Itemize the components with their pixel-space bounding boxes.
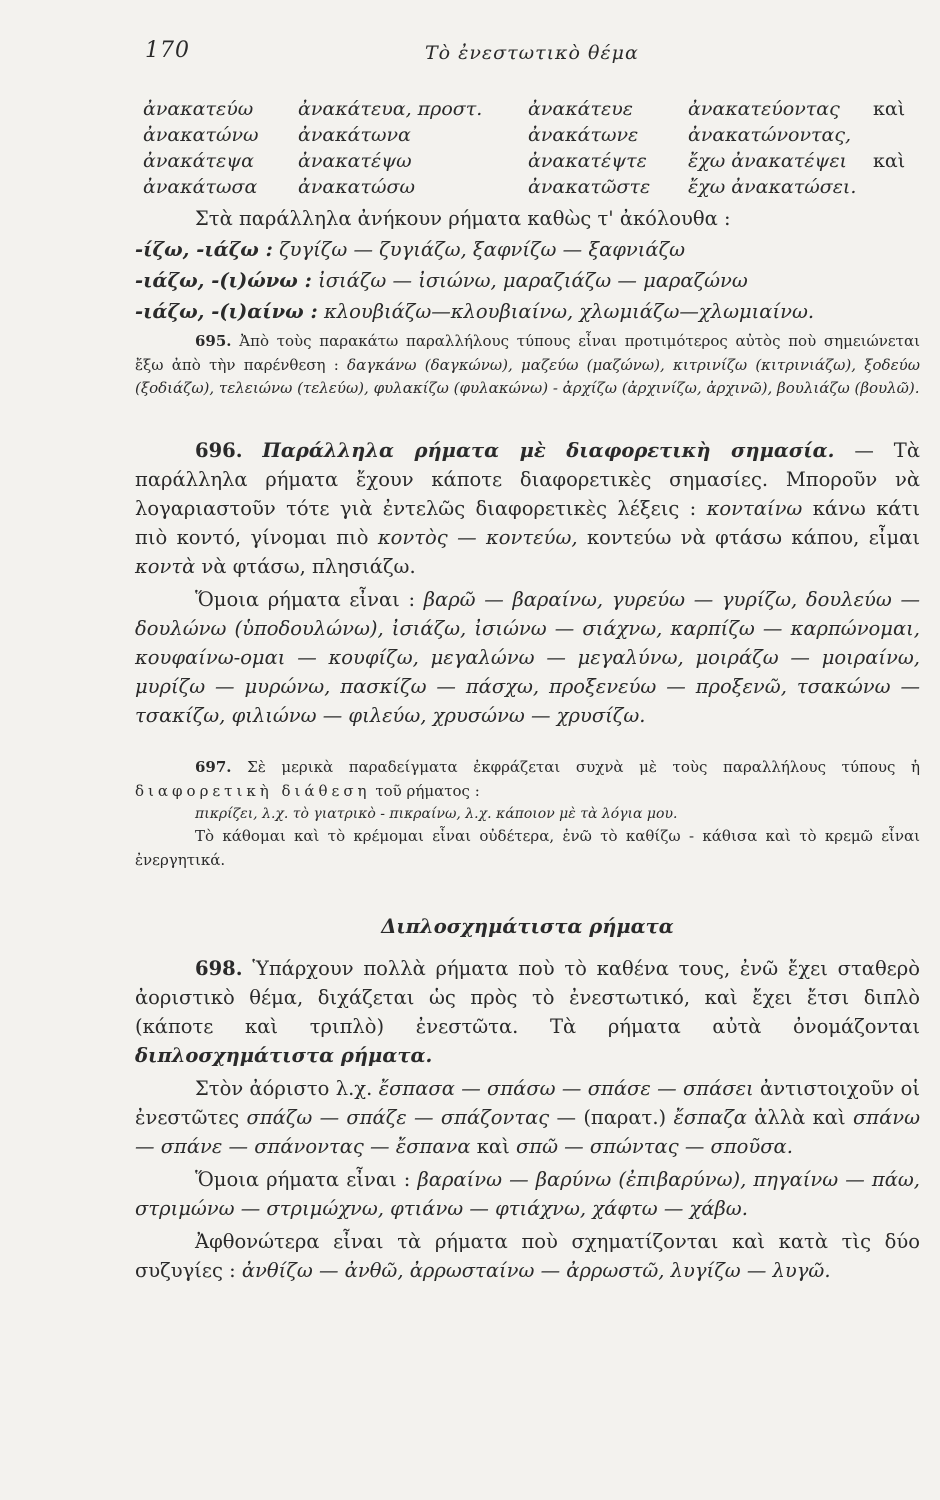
section-examples: δαγκάνω (δαγκώνω), μαζεύω (μαζώνω), κιτρινίζω (κιτρινιάζω), ξοδεύω (ξοδιάζω), τελειώνω (τελεύω), φυλακίζω (φυλακώνω) - ἀρχίζω (ἀρχινίζω, ἀρχινῶ), βουλιάζω (βουλῶ). (135, 355, 920, 397)
text: τοῦ ρήματος : (375, 781, 480, 800)
page-number: 170 (145, 38, 190, 63)
paragraph-698 (135, 954, 920, 1070)
text: κοντεύω νὰ φτάσω κάπου, εἶμαι (586, 526, 920, 549)
suffix-examples: ζυγίζω — ζυγιάζω, ξαφνίζω — ξαφνιάζω (279, 238, 686, 261)
parallel-verbs-block (135, 204, 920, 326)
suffix-line (135, 235, 920, 264)
example: ἔσπασα — σπάσω — σπάσε — σπάσει (378, 1077, 754, 1100)
text: Ἀφθονώτερα εἶναι τὰ ρήματα ποὺ σχηματίζονται καὶ κατὰ τὶς δύο συζυγίες : (135, 1230, 920, 1282)
cell: ἀνακατώνοντας, (688, 124, 852, 146)
cell: ἀνακατέψτε (528, 150, 647, 172)
text: Ὅμοια ρήματα εἶναι : (195, 588, 416, 611)
cell: ἔχω ἀνακατώσει. (688, 176, 857, 198)
section-number: 696. (195, 439, 243, 462)
paragraph-696 (135, 436, 920, 581)
section-number: 695. (195, 332, 232, 350)
section-number: 697. (195, 758, 232, 776)
suffix-label: -ιάζω, -(ι)ώνω : (135, 269, 312, 292)
example: κοντὸς — κοντεύω, (377, 526, 578, 549)
term: διπλοσχημάτιστα ρήματα. (135, 1044, 433, 1067)
conjugation-row (143, 176, 933, 202)
text: ἀντιστοιχοῦν οἱ ἐνεστῶτες (135, 1077, 920, 1129)
section-695 (135, 330, 920, 401)
spaced-term: διαφορετικὴ διάθεση (135, 781, 371, 800)
paragraph-697 (135, 756, 920, 803)
cell: καὶ (873, 150, 906, 172)
example: σπάνω — σπάνε — σπάνοντας — ἔσπανα (135, 1106, 920, 1158)
section-heading-block (135, 912, 920, 941)
cell: ἀνακάτωνα (298, 124, 411, 146)
cell: ἔχω ἀνακατέψει (688, 150, 847, 172)
text: Ὅμοια ρήματα εἶναι : (195, 1168, 411, 1191)
paragraph-similar-698 (135, 1165, 920, 1223)
section-696 (135, 436, 920, 730)
cell: ἀνακάτεψα (143, 150, 254, 172)
text: ἀλλὰ καὶ (754, 1106, 846, 1129)
section-heading: Διπλοσχημάτιστα ρήματα (381, 915, 674, 938)
section-number: 698. (195, 957, 243, 980)
running-head: Τὸ ἐνεστωτικὸ θέμα (425, 42, 639, 64)
cell: ἀνακατεύοντας (688, 98, 840, 120)
suffix-label: -ιάζω, -(ι)αίνω : (135, 300, 318, 323)
suffix-label: -ίζω, -ιάζω : (135, 238, 273, 261)
cell: ἀνακάτωσα (143, 176, 258, 198)
cell: ἀνακατῶστε (528, 176, 651, 198)
suffix-line (135, 297, 920, 326)
cell: καὶ (873, 98, 906, 120)
paragraph-695 (135, 330, 920, 401)
example: κονταίνω (706, 497, 803, 520)
example: ἔσπαζα (673, 1106, 747, 1129)
text: Στὸν ἀόριστο λ.χ. (195, 1077, 373, 1100)
text: Σὲ μερικὰ παραδείγματα ἐκφράζεται συχνὰ μὲ τοὺς παραλλήλους τύπους ἡ (247, 758, 920, 776)
section-698 (135, 954, 920, 1285)
example: κοντὰ (135, 555, 196, 578)
example-list: βαραίνω — βαρύνω (ἐπιβαρύνω), πηγαίνω — πάω, στριμώνω — στριμώχνω, φτιάνω — φτιάχνω, χάφτω — χάβω. (135, 1168, 920, 1220)
paragraph-conjugations (135, 1227, 920, 1285)
section-heading: Παράλληλα ρήματα μὲ διαφορετικὴ σημασία. (262, 439, 835, 462)
example-list: βαρῶ — βαραίνω, γυρεύω — γυρίζω, δουλεύω — δουλώνω (ὑποδουλώνω), ἰσιάζω, ἰσιώνω — σιάχνω, καρπίζω — καρπώνομαι, κουφαίνω-ομαι — κουφίζω, μεγαλώνω — μεγαλύνω, μοιράζω — μοιραίνω, μυρίζω — μυρώνω, πασκίζω — πάσχω, προξενεύω — προξενῶ, τσακώνω — τσακίζω, φιλιώνω — φιλεύω, χρυσώνω — χρυσίζω. (135, 588, 920, 727)
section-697 (135, 756, 920, 872)
text: — Τὰ παράλληλα ρήματα ἔχουν κάποτε διαφορετικὲς σημασίες. Μποροῦν νὰ λογαριαστοῦν τότε γιὰ ἐντελῶς διαφορετικὲς λέξεις : (135, 439, 920, 520)
example: σπῶ — σπώντας — σποῦσα. (515, 1135, 793, 1158)
text: καὶ (476, 1135, 510, 1158)
conjugation-row (143, 150, 933, 176)
text: κάνω κάτι πιὸ κοντό, γίνομαι πιὸ (135, 497, 920, 549)
cell: ἀνακατεύω (143, 98, 254, 120)
cell: ἀνακάτωνε (528, 124, 639, 146)
cell: ἀνακάτευα, προστ. (298, 98, 483, 120)
text: — (παρατ.) (556, 1106, 667, 1129)
cell: ἀνακατέψω (298, 150, 412, 172)
text: Ὑπάρχουν πολλὰ ρήματα ποὺ τὸ καθένα τους, ἐνῶ ἔχει σταθερὸ ἀοριστικὸ θέμα, διχάζεται ὡς πρὸς τὸ ἐνεστωτικό, καὶ ἔχει ἔτσι διπλὸ (κάποτε καὶ τριπλὸ) ἐνεστῶτα. Τὰ ρήματα αὐτὰ ὀνομάζονται (135, 957, 920, 1038)
text: νὰ φτάσω, πλησιάζω. (201, 555, 416, 578)
suffix-line (135, 266, 920, 295)
conjugation-row (143, 98, 933, 124)
paragraph-697-b: Τὸ κάθομαι καὶ τὸ κρέμομαι εἶναι οὐδέτερα, ἐνῶ τὸ καθίζω - κάθισα καὶ τὸ κρεμῶ εἶναι ἐνεργητικά. (135, 827, 920, 869)
cell: ἀνακατώσω (298, 176, 415, 198)
example-list: ἀνθίζω — ἀνθῶ, ἀρρωσταίνω — ἀρρωστῶ, λυγίζω — λυγῶ. (241, 1259, 831, 1282)
example-697: πικρίζει, λ.χ. τὸ γιατρικὸ - πικραίνω, λ.χ. κάποιον μὲ τὰ λόγια μου. (195, 806, 678, 822)
cell: ἀνακατώνω (143, 124, 259, 146)
conjugation-table (143, 98, 933, 202)
paragraph-aorist (135, 1074, 920, 1161)
example: σπάζω — σπάζε — σπάζοντας (246, 1106, 550, 1129)
conjugation-row (143, 124, 933, 150)
section-text: Ἀπὸ τοὺς παρακάτω παραλλήλους τύπους εἶναι προτιμότερος αὐτὸς ποὺ σημειώνεται ἔξω ἀπὸ τὴν παρένθεση : (135, 332, 920, 374)
suffix-examples: κλουβιάζω—κλουβιαίνω, χλωμιάζω—χλωμιαίνω. (323, 300, 815, 323)
paragraph-similar (135, 585, 920, 730)
parallel-intro: Στὰ παράλληλα ἀνήκουν ρήματα καθὼς τ' ἀκόλουθα : (195, 207, 731, 230)
cell: ἀνακάτευε (528, 98, 633, 120)
suffix-examples: ἰσιάζω — ἰσιώνω, μαραζιάζω — μαραζώνω (318, 269, 748, 292)
